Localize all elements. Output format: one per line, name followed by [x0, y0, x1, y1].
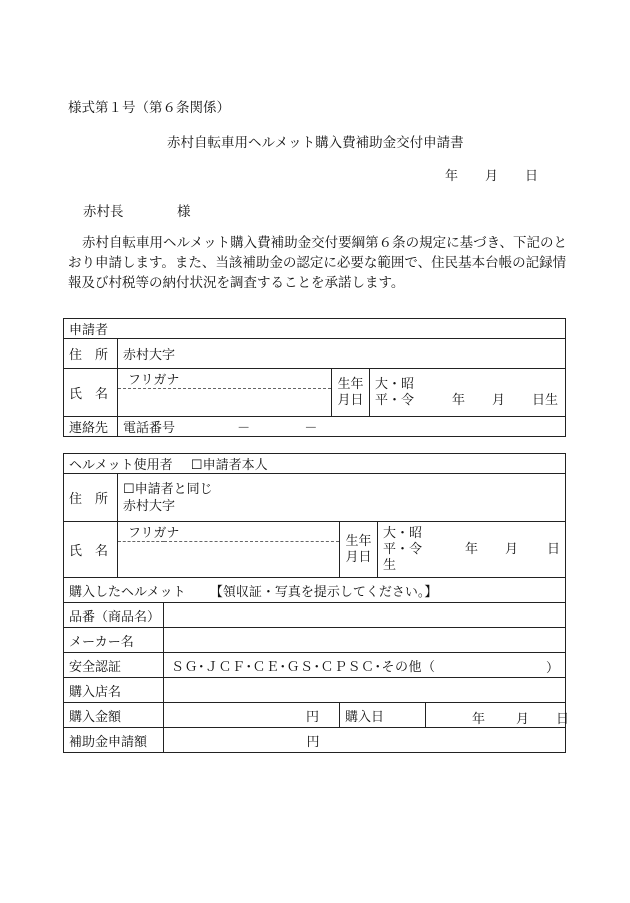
purchase-year: 年 [472, 712, 486, 727]
amount-label: 購入金額 [64, 703, 164, 728]
addressee-name: 赤村長 [83, 204, 124, 220]
maker-label: メーカー名 [64, 628, 164, 653]
applicant-name-label: 氏 名 [64, 369, 118, 417]
applicant-birth-year: 年 [452, 392, 466, 408]
purchase-month: 月 [516, 712, 530, 727]
phone-dash-1: － [237, 421, 251, 436]
purchase-header: 購入したヘルメット 【領収証・写真を提示してください。】 [64, 578, 566, 603]
user-header: ヘルメット使用者 ☐申請者本人 [64, 454, 566, 474]
amount-field[interactable] [164, 703, 340, 728]
user-address-field[interactable] [118, 474, 566, 522]
date-day: 日 [525, 169, 539, 184]
maker-field[interactable] [164, 628, 566, 653]
user-birthdate-field[interactable] [378, 522, 566, 578]
form-number: 様式第１号（第６条関係） [68, 100, 230, 116]
user-era-line2: 平・令 [383, 541, 423, 557]
product-no-label: 品番（商品名） [64, 603, 164, 628]
purchase-date-field[interactable] [426, 703, 570, 728]
addressee-honorific: 様 [177, 204, 191, 220]
same-address-label: 申請者と同じ [134, 481, 213, 497]
user-name-field[interactable] [118, 542, 340, 578]
applicant-contact-label: 連絡先 [64, 417, 118, 437]
phone-label: 電話番号 [123, 421, 176, 436]
applicant-era-line2: 平・令 [375, 392, 415, 408]
certification-field[interactable] [164, 653, 566, 678]
applicant-header: 申請者 [64, 319, 566, 339]
date-year: 年 [445, 169, 459, 184]
applicant-name-field[interactable] [118, 389, 332, 417]
applicant-birth-month: 月 [492, 392, 506, 408]
certification-close: ） [545, 661, 559, 676]
self-checkbox[interactable]: ☐ [190, 458, 203, 473]
applicant-birthdate-field[interactable] [370, 369, 566, 417]
store-field[interactable] [164, 678, 566, 703]
applicant-table [63, 318, 566, 437]
phone-dash-2: － [304, 421, 318, 436]
amount-yen: 円 [305, 709, 319, 725]
user-era-line3: 生 [383, 557, 397, 573]
subsidy-field-blank [340, 728, 566, 753]
user-era-line1: 大・昭 [383, 525, 423, 541]
date-month: 月 [485, 169, 499, 184]
user-furigana-field[interactable]: フリガナ [118, 522, 340, 542]
certification-label: 安全認証 [64, 653, 164, 678]
user-table [63, 453, 570, 753]
body-paragraph: 赤村自転車用ヘルメット購入費補助金交付要綱第６条の規定に基づき、下記のとおり申請します。また、当該補助金の認定に必要な範囲で、住民基本台帳の記録情報及び村税等の納付状況を調査することを承諾します。 [68, 235, 568, 291]
purchase-date-label: 購入日 [340, 703, 426, 728]
subsidy-field[interactable] [164, 728, 340, 753]
subsidy-yen: 円 [306, 734, 320, 750]
store-label: 購入店名 [64, 678, 164, 703]
same-address-checkbox[interactable]: ☐ [123, 481, 135, 497]
purchase-note: 【領収証・写真を提示してください。】 [209, 584, 438, 600]
user-address-value: 赤村大字 [123, 498, 176, 514]
applicant-era-line1: 大・昭 [375, 376, 415, 392]
user-name-label: 氏 名 [64, 522, 118, 578]
user-address-label: 住 所 [64, 474, 118, 522]
applicant-address-label: 住 所 [64, 339, 118, 369]
applicant-birth-day: 日生 [532, 392, 559, 408]
applicant-address-field[interactable]: 赤村大字 [118, 339, 566, 369]
user-birth-day: 日 [547, 541, 561, 557]
page-title: 赤村自転車用ヘルメット購入費補助金交付申請書 [167, 135, 464, 151]
user-birth-year: 年 [465, 541, 479, 557]
applicant-furigana-field[interactable]: フリガナ [118, 369, 332, 389]
user-birth-month: 月 [505, 541, 519, 557]
applicant-phone-field[interactable] [118, 417, 566, 437]
self-checkbox-label: 申請者本人 [202, 458, 268, 473]
product-no-field[interactable] [164, 603, 566, 628]
certification-options: ＳＧ･ＪＣＦ･ＣＥ･ＧＳ･ＣＰＳＣ･その他（ [171, 659, 436, 675]
subsidy-label: 補助金申請額 [64, 728, 164, 753]
user-birth-label: 生年 月日 [340, 522, 378, 578]
applicant-birth-label: 生年 月日 [332, 369, 370, 417]
purchase-day: 日 [556, 712, 570, 727]
